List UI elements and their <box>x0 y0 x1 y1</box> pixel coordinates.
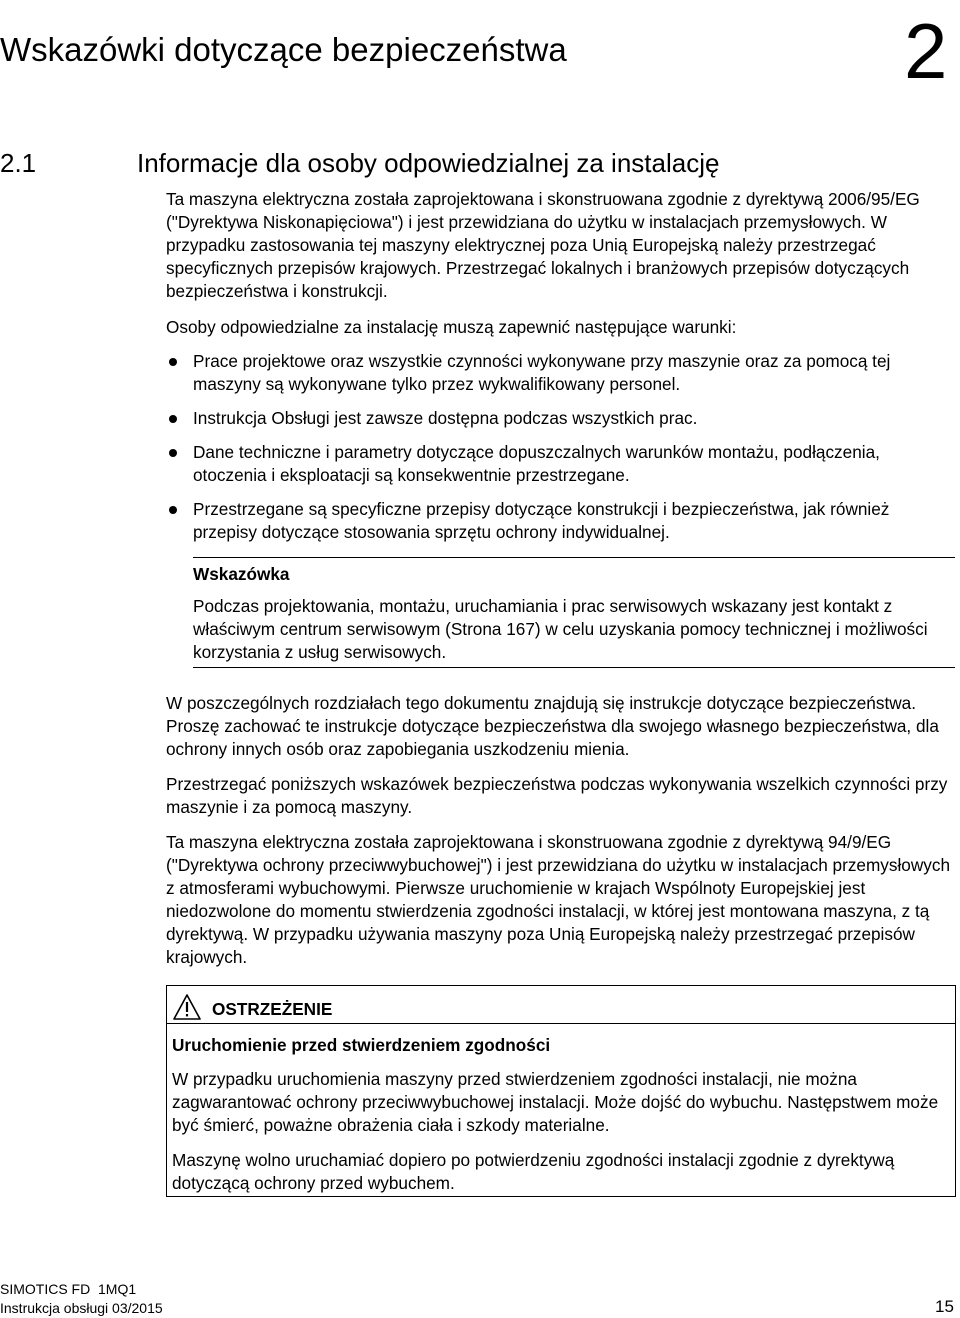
footer-manual: Instrukcja obsługi 03/2015 <box>0 1300 163 1316</box>
atex-directive-paragraph: Ta maszyna elektryczna została zaprojektowana i skonstruowana zgodnie z dyrektywą 94/9/EG ("Dyrektywa ochrony przeciwwybuchowej") i jest przewidziana do użytku w instalacjach przemysłowych z atmosferami wybuchowymi. Pierwsze uruchomienie w krajach Wspólnoty Europejskiej jest niedozwolone do momentu stwierdzenia zgodności instalacji, w której jest montowana maszyna, z tą dyrektywą. W przypadku używania maszyny poza Unią Europejską należy przestrzegać przepisów krajowych. <box>166 832 951 967</box>
chapter-title: Wskazówki dotyczące bezpieczeństwa <box>0 31 567 68</box>
intro-paragraph: Ta maszyna elektryczna została zaprojektowana i skonstruowana zgodnie z dyrektywą 2006/95/EG ("Dyrektywa Niskonapięciowa") i jest przewidziana do użytku w instalacjach przemysłowych. W przypadku zastosowania tej maszyny elektrycznej poza Unią Europejską należy przestrzegać specyficznych przepisów krajowych. Przestrzegać lokalnych i branżowych przepisów dotyczących bezpieczeństwa i konstrukcji. <box>166 189 920 301</box>
bullet-icon <box>169 449 177 457</box>
list-item-text: Prace projektowe oraz wszystkie czynności wykonywane przy maszynie oraz za pomocą tej maszyny są wykonywane tylko przez wykwalifikowany personel. <box>193 351 891 394</box>
note-body: Podczas projektowania, montażu, uruchamiania i prac serwisowych wskazany jest kontakt z właściwym centrum serwisowym (Strona 167) w celu uzyskania pomocy technicznej i możliwości korzystania z usług serwisowych. <box>193 596 928 662</box>
warning-box <box>166 985 956 1197</box>
responsibilities-list <box>166 350 956 544</box>
bullet-icon <box>169 506 177 514</box>
warning-paragraph: Maszynę wolno uruchamiać dopiero po potwierdzeniu zgodności instalacji zgodnie z dyrektywą dotyczącą ochrony przed wybuchem. <box>172 1150 895 1193</box>
bullet-icon <box>169 358 177 366</box>
warning-subtitle: Uruchomienie przed stwierdzeniem zgodności <box>172 1035 551 1055</box>
warning-paragraph: W przypadku uruchomienia maszyny przed stwierdzeniem zgodności instalacji, nie można zagwarantować ochrony przeciwwybuchowej instalacji. Może dojść do wybuchu. Następstwem może być śmierć, poważne obrażenia ciała i szkody materialne. <box>172 1069 939 1135</box>
note-heading: Wskazówka <box>193 564 290 584</box>
responsibilities-intro: Osoby odpowiedzialne za instalację muszą zapewnić następujące warunki: <box>166 317 737 337</box>
footer-product: SIMOTICS FD 1MQ1 <box>0 1281 137 1297</box>
section-title: Informacje dla osoby odpowiedzialnej za instalację <box>137 148 720 178</box>
list-item <box>166 350 956 396</box>
list-item-text: Instrukcja Obsługi jest zawsze dostępna podczas wszystkich prac. <box>193 408 698 428</box>
note-top-rule <box>193 557 955 558</box>
page-number: 15 <box>935 1297 954 1316</box>
observe-instructions-paragraph: Przestrzegać poniższych wskazówek bezpieczeństwa podczas wykonywania wszelkich czynności przy maszynie i za pomocą maszyny. <box>166 774 948 817</box>
warning-header <box>167 986 955 1024</box>
note-bottom-rule <box>193 667 955 668</box>
bullet-icon <box>169 415 177 423</box>
section-number: 2.1 <box>0 148 37 178</box>
list-item <box>166 441 956 487</box>
chapter-number: 2 <box>904 7 948 95</box>
warning-triangle-icon <box>172 993 202 1021</box>
warning-label: OSTRZEŻENIE <box>212 999 333 1019</box>
safety-instructions-paragraph: W poszczególnych rozdziałach tego dokumentu znajdują się instrukcje dotyczące bezpieczeństwa. Proszę zachować te instrukcje dotyczące bezpieczeństwa dla swojego własnego bezpieczeństwa, dla ochrony innych osób oraz zapobiegania uszkodzeniu mienia. <box>166 693 939 759</box>
list-item <box>166 498 956 544</box>
list-item-text: Przestrzegane są specyficzne przepisy dotyczące konstrukcji i bezpieczeństwa, jak również przepisy dotyczące stosowania sprzętu ochrony indywidualnej. <box>193 499 890 542</box>
list-item-text: Dane techniczne i parametry dotyczące dopuszczalnych warunków montażu, podłączenia, otoczenia i eksploatacji są konsekwentnie przestrzegane. <box>193 442 880 485</box>
list-item <box>166 407 956 430</box>
